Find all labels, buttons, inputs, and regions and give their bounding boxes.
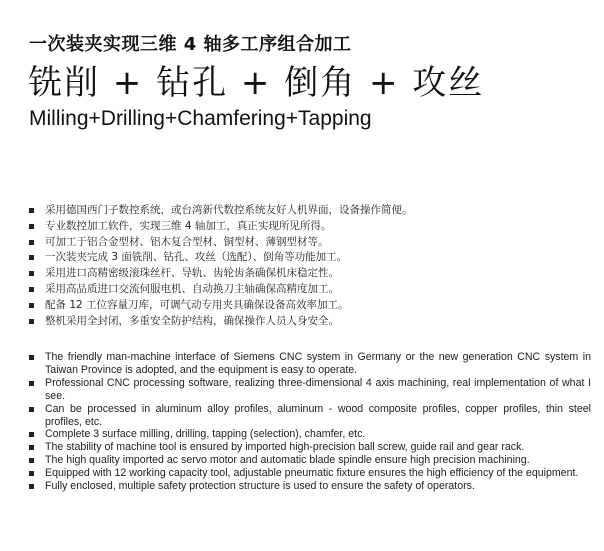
square-bullet-icon [29, 287, 34, 292]
square-bullet-icon [29, 255, 34, 260]
list-item [29, 314, 591, 330]
list-item [29, 403, 591, 429]
list-item-text: Equipped with 12 working capacity tool, adjustable pneumatic fixture ensures the high efficiency of the equipment. [45, 467, 579, 480]
page-title: 一次装夹实现三维 4 轴多工序组合加工 [29, 34, 352, 55]
list-item-text: The high quality imported ac servo motor and automatic blade spindle ensure high precision machining. [45, 454, 530, 467]
square-bullet-icon [29, 240, 34, 245]
list-item-text: The stability of machine tool is ensured by imported high-precision ball screw, guide rail and gear rack. [45, 441, 525, 454]
feature-list-en [29, 351, 591, 493]
list-item [29, 441, 591, 454]
square-bullet-icon [29, 303, 34, 308]
process-heading-en: Milling+Drilling+Chamfering+Tapping [29, 107, 372, 130]
square-bullet-icon [29, 319, 34, 324]
list-item [29, 351, 591, 377]
list-item-text: 可加工于铝合金型材、铝木复合型材、铜型材、薄钢型材等。 [45, 235, 329, 248]
list-item [29, 298, 591, 314]
square-bullet-icon [29, 381, 34, 386]
list-item [29, 377, 591, 403]
list-item-text: 采用德国西门子数控系统，或台湾新代数控系统友好人机界面，设备操作简便。 [45, 204, 413, 216]
list-item-text: Complete 3 surface milling, drilling, tapping (selection), chamfer, etc. [45, 428, 366, 441]
list-item [29, 250, 591, 266]
list-item-text: 采用进口高精密级滚珠丝杆、导轨、齿轮齿条确保机床稳定性。 [45, 267, 339, 280]
square-bullet-icon [29, 355, 34, 360]
square-bullet-icon [29, 458, 34, 463]
square-bullet-icon [29, 224, 34, 229]
list-item [29, 266, 591, 282]
list-item-text: 整机采用全封闭，多重安全防护结构，确保操作人员人身安全。 [45, 314, 339, 327]
list-item-text: Fully enclosed, multiple safety protection structure is used to ensure the safety of operators. [45, 480, 475, 493]
square-bullet-icon [29, 208, 34, 213]
square-bullet-icon [29, 407, 34, 412]
square-bullet-icon [29, 271, 34, 276]
list-item-text: 配备 12 工位容量刀库，可调气动专用夹具确保设备高效率加工。 [45, 298, 349, 311]
square-bullet-icon [29, 471, 34, 476]
list-item-text: 专业数控加工软件，实现三维 4 轴加工，真正实现所见所得。 [45, 219, 332, 232]
square-bullet-icon [29, 432, 34, 437]
list-item-text: 一次装夹完成 3 面铣削、钻孔、攻丝（选配）、倒角等功能加工。 [45, 251, 348, 264]
list-item [29, 235, 591, 251]
list-item-text: 采用高品质进口交流伺服电机、自动换刀主轴确保高精度加工。 [45, 282, 339, 295]
list-item-text: Professional CNC processing software, realizing three-dimensional 4 axis machining, real implementation of what I see. [45, 376, 591, 402]
list-item [29, 454, 591, 467]
square-bullet-icon [29, 484, 34, 489]
list-item [29, 428, 591, 441]
list-item [29, 219, 591, 235]
square-bullet-icon [29, 445, 34, 450]
feature-list-cn [29, 203, 591, 329]
list-item [29, 282, 591, 298]
list-item [29, 467, 591, 480]
list-item [29, 203, 591, 219]
list-item-text: Can be processed in aluminum alloy profiles, aluminum - wood composite profiles, copper profiles, thin steel profiles, etc. [45, 402, 591, 428]
list-item [29, 480, 591, 493]
list-item-text: The friendly man-machine interface of Siemens CNC system in Germany or the new generation CNC system in Taiwan Province is adopted, and the equipment is easy to operate. [45, 351, 591, 376]
process-heading-cn: 铣削 + 钻孔 + 倒角 + 攻丝 [28, 63, 485, 103]
